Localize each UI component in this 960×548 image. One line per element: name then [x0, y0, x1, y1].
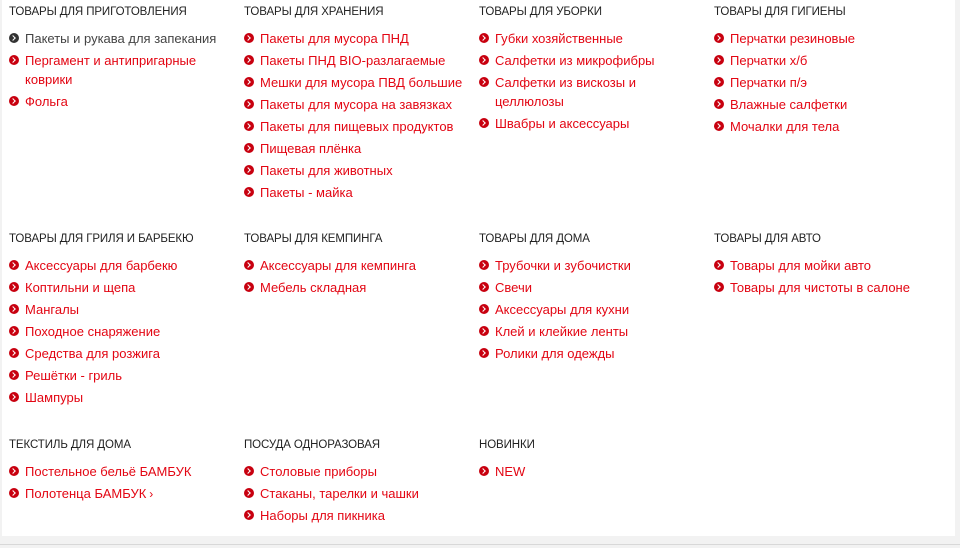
chevron-circle-right-icon — [479, 282, 489, 292]
category-link[interactable] — [479, 460, 714, 482]
category-link-label: Пакеты для мусора на завязках — [260, 96, 452, 112]
catalog-grid — [9, 0, 949, 548]
category-link[interactable] — [9, 364, 244, 386]
category-link[interactable] — [244, 27, 479, 49]
chevron-circle-right-icon — [244, 143, 254, 153]
category-heading[interactable]: НОВИНКИ — [479, 439, 535, 451]
category-link[interactable] — [714, 27, 949, 49]
category-link-label: Перчатки п/э — [730, 74, 808, 90]
category-link-label: Свечи — [495, 279, 532, 295]
category-link-label: Походное снаряжение — [25, 323, 161, 339]
category-link[interactable] — [9, 254, 244, 276]
category-column — [244, 433, 479, 548]
category-link-label: Товары для мойки авто — [730, 257, 872, 273]
category-heading[interactable]: ТОВАРЫ ДЛЯ КЕМПИНГА — [244, 233, 383, 245]
category-link-label: Пакеты для мусора ПНД — [260, 30, 409, 46]
category-link[interactable] — [9, 386, 244, 408]
category-link[interactable] — [714, 93, 949, 115]
category-link-label: Полотенца БАМБУК › — [25, 485, 154, 501]
chevron-circle-right-icon — [9, 55, 19, 65]
category-column — [479, 227, 714, 433]
category-link-label: Перчатки резиновые — [730, 30, 856, 46]
category-link[interactable] — [9, 460, 244, 482]
chevron-circle-right-icon — [244, 121, 254, 131]
submenu-chevron-icon: › — [149, 486, 154, 501]
category-link-label: Аксессуары для кемпинга — [260, 257, 416, 273]
category-link[interactable] — [244, 276, 479, 298]
category-column — [244, 227, 479, 433]
category-link-label: Пищевая плёнка — [260, 140, 362, 156]
empty-column — [714, 433, 949, 548]
category-column — [244, 0, 479, 227]
category-link[interactable] — [9, 27, 244, 49]
category-link[interactable] — [244, 49, 479, 71]
category-column — [479, 433, 714, 548]
chevron-circle-right-icon — [244, 510, 254, 520]
chevron-circle-right-icon — [714, 260, 724, 270]
chevron-circle-right-icon — [9, 96, 19, 106]
category-link-label: Пакеты - майка — [260, 184, 353, 200]
chevron-circle-right-icon — [479, 118, 489, 128]
category-link-label: Салфетки из микрофибры — [495, 52, 655, 68]
category-link-label: Наборы для пикника — [260, 507, 385, 523]
category-link-label: Аксессуары для кухни — [495, 301, 630, 317]
chevron-circle-right-icon — [244, 282, 254, 292]
category-link-label: Решётки - гриль — [25, 367, 123, 383]
category-link-label: Коптильни и щепа — [25, 279, 136, 295]
chevron-circle-right-icon — [244, 488, 254, 498]
category-link-label: Стаканы, тарелки и чашки — [260, 485, 419, 501]
category-heading[interactable]: ТОВАРЫ ДЛЯ ПРИГОТОВЛЕНИЯ — [9, 6, 187, 18]
category-link[interactable] — [479, 71, 714, 112]
chevron-circle-right-icon — [9, 260, 19, 270]
chevron-circle-right-icon — [9, 304, 19, 314]
category-heading[interactable]: ТОВАРЫ ДЛЯ УБОРКИ — [479, 6, 602, 18]
category-column — [714, 0, 949, 227]
category-column — [9, 0, 244, 227]
category-link[interactable] — [479, 276, 714, 298]
chevron-circle-right-icon — [714, 99, 724, 109]
chevron-circle-right-icon — [714, 121, 724, 131]
category-heading[interactable]: ПОСУДА ОДНОРАЗОВАЯ — [244, 439, 380, 451]
category-link[interactable] — [479, 112, 714, 134]
category-link[interactable] — [9, 276, 244, 298]
chevron-circle-right-icon — [244, 55, 254, 65]
chevron-circle-right-icon — [479, 260, 489, 270]
chevron-circle-right-icon — [9, 488, 19, 498]
category-link[interactable] — [714, 254, 949, 276]
chevron-circle-right-icon — [714, 77, 724, 87]
category-link-label: Средства для розжига — [25, 345, 160, 361]
category-link-label: Пакеты и рукава для запекания — [25, 30, 217, 46]
category-link[interactable] — [479, 320, 714, 342]
chevron-circle-right-icon — [714, 282, 724, 292]
category-column — [714, 227, 949, 433]
category-link-label: Столовые приборы — [260, 463, 377, 479]
category-link-label: Ролики для одежды — [495, 345, 615, 361]
category-link[interactable] — [714, 276, 949, 298]
category-column — [9, 433, 244, 548]
category-link-label: Шампуры — [25, 389, 84, 405]
divider — [0, 544, 960, 545]
chevron-circle-right-icon — [9, 370, 19, 380]
chevron-circle-right-icon — [244, 33, 254, 43]
chevron-circle-right-icon — [9, 326, 19, 336]
category-link-label: Мангалы — [25, 301, 79, 317]
chevron-circle-right-icon — [479, 348, 489, 358]
category-link[interactable] — [244, 159, 479, 181]
category-link[interactable] — [714, 49, 949, 71]
category-link-label: Пакеты для пищевых продуктов — [260, 118, 454, 134]
chevron-circle-right-icon — [9, 282, 19, 292]
category-link-label: Пакеты для животных — [260, 162, 393, 178]
chevron-circle-right-icon — [479, 326, 489, 336]
category-link[interactable] — [244, 181, 479, 203]
category-link-label: Швабры и аксессуары — [495, 115, 630, 131]
chevron-circle-right-icon — [479, 77, 489, 87]
chevron-circle-right-icon — [714, 55, 724, 65]
category-link[interactable] — [479, 49, 714, 71]
chevron-circle-right-icon — [714, 33, 724, 43]
category-link-label: Салфетки из вискозы и целлюлозы — [495, 74, 636, 109]
category-link-label: Трубочки и зубочистки — [495, 257, 631, 273]
chevron-circle-right-icon — [9, 392, 19, 402]
category-link[interactable] — [244, 115, 479, 137]
category-link-label: Мешки для мусора ПВД большие — [260, 74, 463, 90]
chevron-circle-right-icon — [479, 55, 489, 65]
category-heading[interactable]: ТОВАРЫ ДЛЯ ХРАНЕНИЯ — [244, 6, 384, 18]
category-link-label: Перчатки х/б — [730, 52, 808, 68]
category-link-label: Влажные салфетки — [730, 96, 848, 112]
category-heading[interactable]: ТЕКСТИЛЬ ДЛЯ ДОМА — [9, 439, 131, 451]
category-link[interactable] — [9, 49, 244, 90]
category-link[interactable] — [244, 93, 479, 115]
category-link-label: Фольга — [25, 93, 68, 109]
category-link[interactable] — [244, 71, 479, 93]
chevron-circle-right-icon — [479, 466, 489, 476]
category-link-label: Постельное бельё БАМБУК — [25, 463, 192, 479]
category-link[interactable] — [244, 137, 479, 159]
chevron-circle-right-icon — [244, 165, 254, 175]
chevron-circle-right-icon — [9, 466, 19, 476]
category-link-label: NEW — [495, 463, 526, 479]
category-link[interactable] — [9, 342, 244, 364]
category-heading[interactable]: ТОВАРЫ ДЛЯ ГРИЛЯ И БАРБЕКЮ — [9, 233, 194, 245]
category-link[interactable] — [479, 298, 714, 320]
category-column — [9, 227, 244, 433]
category-link-label: Пакеты ПНД BIO-разлагаемые — [260, 52, 446, 68]
category-link[interactable] — [714, 71, 949, 93]
category-link-label: Товары для чистоты в салоне — [730, 279, 910, 295]
category-link[interactable] — [244, 254, 479, 276]
category-link[interactable] — [244, 460, 479, 482]
chevron-circle-right-icon — [9, 33, 19, 43]
category-link[interactable] — [9, 90, 244, 112]
category-link[interactable] — [9, 298, 244, 320]
category-link[interactable] — [714, 115, 949, 137]
category-column — [479, 0, 714, 227]
chevron-circle-right-icon — [9, 348, 19, 358]
category-link[interactable] — [479, 254, 714, 276]
chevron-circle-right-icon — [244, 77, 254, 87]
category-link[interactable] — [479, 27, 714, 49]
chevron-circle-right-icon — [244, 466, 254, 476]
category-heading[interactable]: ТОВАРЫ ДЛЯ ДОМА — [479, 233, 590, 245]
category-link[interactable] — [9, 482, 244, 505]
chevron-circle-right-icon — [479, 33, 489, 43]
category-link-label: Губки хозяйственные — [495, 30, 623, 46]
category-link-label: Мебель складная — [260, 279, 367, 295]
category-heading[interactable]: ТОВАРЫ ДЛЯ АВТО — [714, 233, 821, 245]
category-link-label: Пергамент и антипригарные коврики — [25, 52, 197, 87]
category-link[interactable] — [244, 504, 479, 526]
category-link-label: Клей и клейкие ленты — [495, 323, 629, 339]
category-link[interactable] — [479, 342, 714, 364]
chevron-circle-right-icon — [479, 304, 489, 314]
category-link-label: Аксессуары для барбекю — [25, 257, 178, 273]
category-link[interactable] — [9, 320, 244, 342]
chevron-circle-right-icon — [244, 99, 254, 109]
chevron-circle-right-icon — [244, 260, 254, 270]
chevron-circle-right-icon — [244, 187, 254, 197]
category-link-label: Мочалки для тела — [730, 118, 840, 134]
category-link[interactable] — [244, 482, 479, 504]
category-heading[interactable]: ТОВАРЫ ДЛЯ ГИГИЕНЫ — [714, 6, 846, 18]
